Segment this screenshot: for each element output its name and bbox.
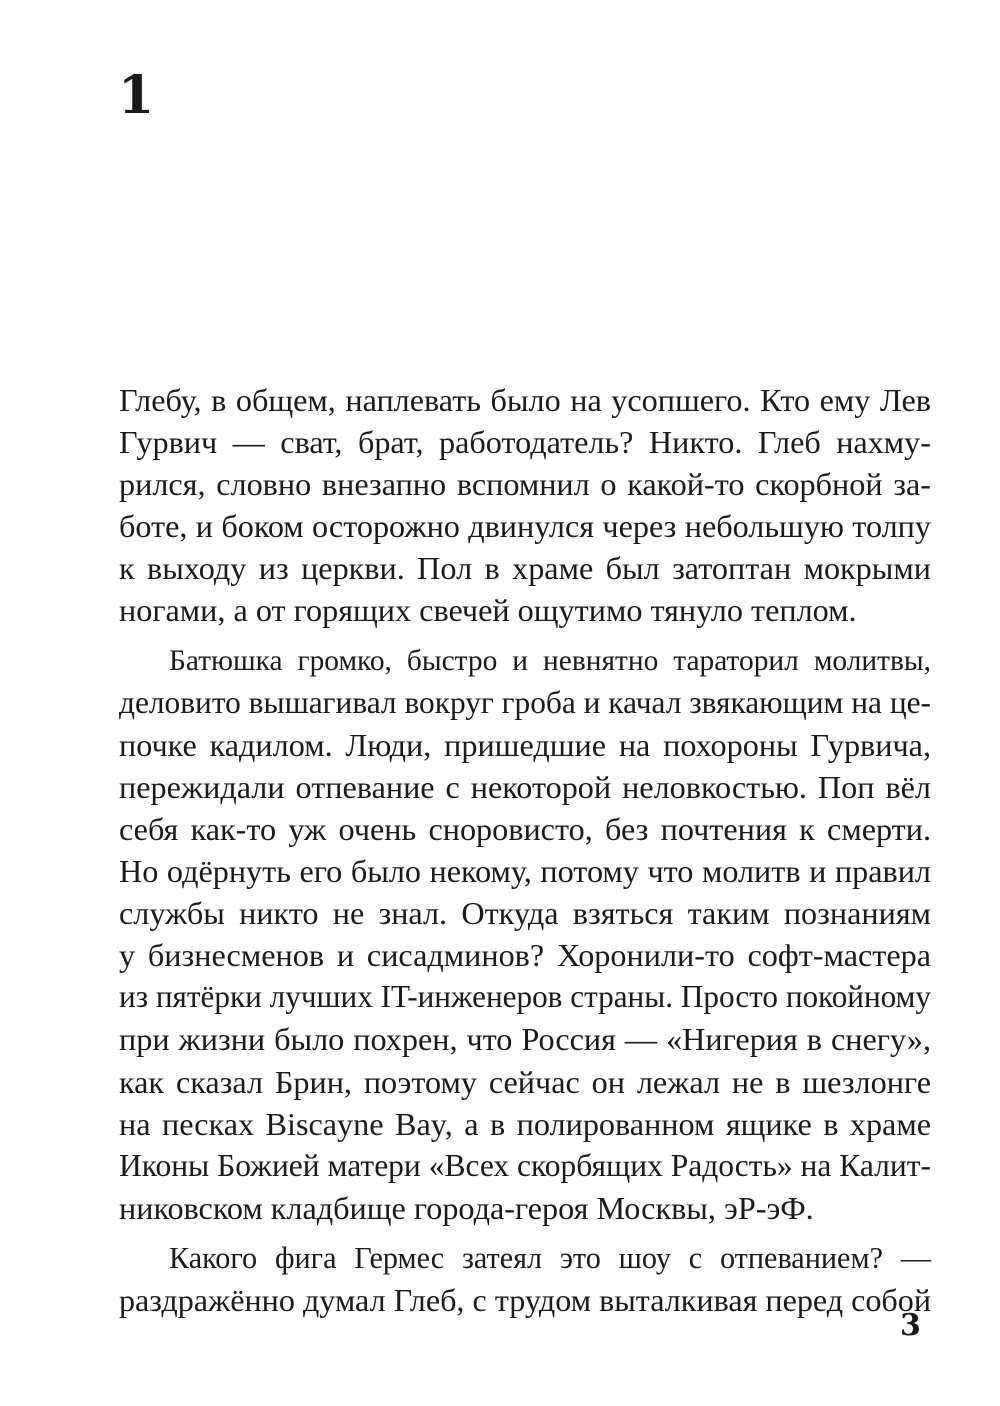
text-line: на песках Biscayne Bay, а в полированном ящике в храме <box>119 1105 931 1142</box>
paragraph-2 <box>119 640 931 1229</box>
text-line: боте, и боком осторожно двинулся через небольшую толпу <box>119 508 931 545</box>
text-line: рился, словно внезапно вспомнил о какой-то скорбной за- <box>119 466 931 503</box>
page-number: 3 <box>900 1308 921 1343</box>
text-line: себя как-то уж очень сноровисто, без почтения к смерти. <box>119 810 931 847</box>
text-line: Иконы Божией матери «Всех скорбящих Радость» на Калит- <box>119 1147 931 1183</box>
text-line: ногами, а от горящих свечей ощутимо тянуло теплом. <box>119 592 857 629</box>
paragraph-1 <box>119 379 931 632</box>
text-line: никовском кладбище города-героя Москвы, эР-эФ. <box>119 1189 814 1226</box>
text-line: пережидали отпевание с некоторой неловкостью. Поп вёл <box>119 768 931 805</box>
text-line: Батюшка громко, быстро и невнятно тараторил молитвы, <box>169 644 931 677</box>
paragraph-3 <box>119 1237 931 1321</box>
body-text <box>119 379 931 1329</box>
chapter-number: 1 <box>118 65 155 126</box>
text-line: как сказал Брин, поэтому сейчас он лежал не в шезлонге <box>119 1063 931 1100</box>
text-line: почке кадилом. Люди, пришедшие на похороны Гурвича, <box>119 726 931 763</box>
text-line: службы никто не знал. Откуда взяться таким познаниям <box>119 895 931 932</box>
text-line: к выходу из церкви. Пол в храме был затоптан мокрыми <box>119 550 931 587</box>
text-line: Глебу, в общем, наплевать было на усопшего. Кто ему Лев <box>119 382 931 418</box>
text-line: Какого фига Гермес затеял это шоу с отпеванием? — <box>169 1240 931 1275</box>
text-line: при жизни было похрен, что Россия — «Нигерия в снегу», <box>119 1021 931 1058</box>
text-line: деловито вышагивал вокруг гроба и качал звякающим на це- <box>119 684 931 720</box>
text-line: из пятёрки лучших IT-инженеров страны. Просто покойному <box>119 979 931 1015</box>
text-line: Гурвич — сват, брат, работодатель? Никто. Глеб нахму- <box>119 424 931 461</box>
text-line: Но одёрнуть его было некому, потому что молитв и правил <box>119 853 931 890</box>
text-line: раздражённо думал Глеб, с трудом выталкивая перед собой <box>119 1281 931 1318</box>
text-line: у бизнесменов и сисадминов? Хоронили-то софт-мастера <box>119 937 931 974</box>
